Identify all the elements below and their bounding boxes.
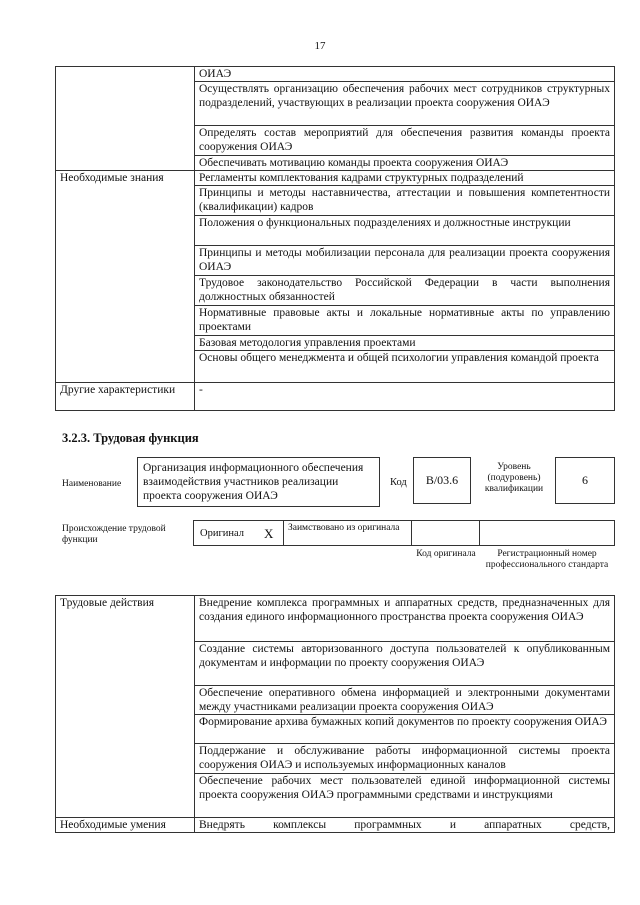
action-cell: Обеспечение рабочих мест пользователей единой информационной системы проекта сооружения ОИАЭ программными средствами и инструкциями xyxy=(195,774,615,818)
reg-number-caption: Регистрационный номер профессионального стандарта xyxy=(485,549,609,570)
knowledge-cell: Принципы и методы мобилизации персонала для реализации проекта сооружения ОИАЭ xyxy=(195,246,615,276)
origin-label: Происхождение трудовой функции xyxy=(62,524,166,545)
code-original-caption: Код оригинала xyxy=(416,549,476,559)
action-cell: Формирование архива бумажных копий документов по проекту сооружения ОИАЭ xyxy=(195,715,615,744)
code-label: Код xyxy=(390,477,407,488)
row-label-other: Другие характеристики xyxy=(56,383,195,411)
other-cell: - xyxy=(195,383,615,411)
labor-actions-table xyxy=(55,595,615,833)
requirements-table xyxy=(55,66,615,411)
origin-row xyxy=(193,520,615,546)
action-cell: Внедрение комплекса программных и аппаратных средств, предназначенных для создания единого информационного пространства проекта сооружения ОИАЭ xyxy=(195,596,615,642)
level-label: Уровень (подуровень) квалификации xyxy=(484,462,544,494)
level-value-box: 6 xyxy=(555,457,615,504)
row-label-skills: Необходимые умения xyxy=(56,818,195,833)
knowledge-cell: Принципы и методы наставничества, аттестации и повышения компетентности (квалификации) кадров xyxy=(195,186,615,216)
knowledge-cell: Регламенты комплектования кадрами структурных подразделений xyxy=(195,171,615,186)
knowledge-cell: Основы общего менеджмента и общей психологии управления командой проекта xyxy=(195,351,615,383)
section-title: 3.2.3. Трудовая функция xyxy=(62,431,199,445)
name-label: Наименование xyxy=(62,479,122,489)
borrowed-label: Заимствовано из оригинала xyxy=(288,523,400,533)
knowledge-cell: Нормативные правовые акты и локальные нормативные акты по управлению проектами xyxy=(195,306,615,336)
function-name-box: Организация информационного обеспечения взаимодействия участников реализации проекта сооружения ОИАЭ xyxy=(137,457,380,507)
action-cell: Создание системы авторизованного доступа пользователей к опубликованным документам и информации по проекту сооружения ОИАЭ xyxy=(195,642,615,686)
divider xyxy=(411,521,412,545)
divider xyxy=(479,521,480,545)
action-cell: Поддержание и обслуживание работы информационной системы проекта сооружения ОИАЭ и используемых информационных каналов xyxy=(195,744,615,774)
code-value-box: B/03.6 xyxy=(413,457,471,504)
skill-cell: Внедрять комплексы программных и аппаратных средств, xyxy=(195,818,615,833)
requirement-cell: Определять состав мероприятий для обеспечения развития команды проекта сооружения ОИАЭ xyxy=(195,126,615,156)
original-label: Оригинал xyxy=(200,528,244,539)
knowledge-cell: Положения о функциональных подразделениях и должностные инструкции xyxy=(195,216,615,246)
requirement-cell: ОИАЭ xyxy=(195,67,615,82)
page-number: 17 xyxy=(314,40,326,52)
divider xyxy=(283,521,284,545)
requirement-cell: Осуществлять организацию обеспечения рабочих мест сотрудников структурных подразделений, участвующих в реализации проекта сооружения ОИАЭ xyxy=(195,82,615,126)
original-mark: X xyxy=(264,526,274,541)
action-cell: Обеспечение оперативного обмена информацией и электронными документами между участниками реализации проекта сооружения ОИАЭ xyxy=(195,686,615,715)
knowledge-cell: Трудовое законодательство Российской Федерации в части выполнения должностных обязанностей xyxy=(195,276,615,306)
row-label-actions: Трудовые действия xyxy=(56,596,195,818)
requirement-cell: Обеспечивать мотивацию команды проекта сооружения ОИАЭ xyxy=(195,156,615,171)
row-label-knowledge: Необходимые знания xyxy=(56,171,195,383)
knowledge-cell: Базовая методология управления проектами xyxy=(195,336,615,351)
row-label-empty xyxy=(56,67,195,171)
